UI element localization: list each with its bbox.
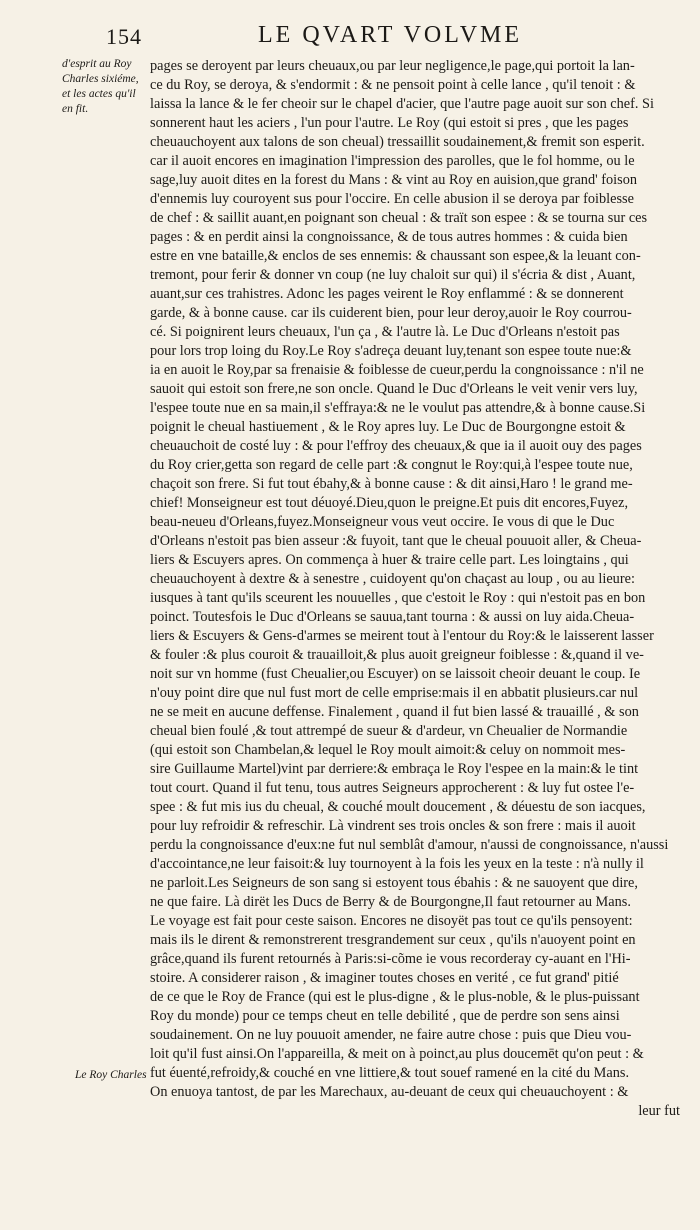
text-line: liers & Escuyers & Gens-d'armes se meirent tout à l'entour du Roy:& le laisserent lasser (150, 628, 654, 644)
text-line: pour lors trop loing du Roy.Le Roy s'adreça deuant luy,tenant son espee toute nue:& (150, 343, 632, 359)
page-number: 154 (106, 24, 142, 49)
text-line: chaçoit son frere. Si fut tout ébahy,& à bonne cause : & dit ainsi,Haro ! le grand me- (150, 476, 633, 492)
text-line: de ce que le Roy de France (qui est le plus-digne , & le plus-noble, & le plus-puissant (150, 989, 640, 1005)
margin-note (62, 57, 152, 117)
text-line: sire Guillaume Martel)vint par derriere:& embraça le Roy l'espee en la main:& le tint (150, 761, 639, 777)
text-line: beau-neueu d'Orleans,fuyez.Monseigneur vous veut occire. Ie vous di que le Duc (150, 514, 615, 530)
text-line: Roy du monde) pour ce temps cheut en telle debilité , que de perdre son sens ainsi (150, 1008, 620, 1024)
text-line: garde, & à bonne cause. car ils cuiderent bien, pour leur deroy,auoir le Roy courrou- (150, 305, 632, 321)
text-line: Le voyage est fait pour ceste saison. Encores ne disoyët pas tout ce qu'ils pensoyent: (150, 913, 633, 929)
margin-note-line: d'esprit au Roy (62, 58, 132, 70)
text-line: (qui estoit son Chambelan,& lequel le Roy moult aimoit:& celuy on nommoit mes- (150, 742, 626, 758)
body-text (150, 57, 680, 1121)
text-line: pages : & en perdit ainsi la congnoissance, & de tous autres hommes : & cuida bien (150, 229, 628, 245)
text-line: ce du Roy, se deroya, & s'endormit : & ne pensoit point à celle lance , qu'il tenoit : & (150, 77, 636, 93)
text-line: du Roy crier,getta son regard de celle part :& congnut le Roy:qui,à l'espee toute nue, (150, 457, 633, 473)
text-line: tout court. Quand il fut tenu, tous autres Seigneurs approcherent : & luy fut ostee l'e- (150, 780, 635, 796)
text-line: noit sur vn homme (fust Cheualier,ou Escuyer) on se laissoit cheoir deuant le coup. Ie (150, 666, 641, 682)
text-line: auant,sur ces trahistres. Adonc les pages veirent le Roy enflammé : & se donnerent (150, 286, 624, 302)
text-line: estre en vne bataille,& enclos de ses ennemis: & chaussant son espee,& la leuant con- (150, 248, 641, 264)
text-line: sage,luy auoit dites en la forest du Mans : & vint au Roy en auision,que grand' foison (150, 172, 637, 188)
text-line: soudainement. On ne luy pouuoit amender, ne faire autre chose : puis que Dieu vou- (150, 1027, 632, 1043)
text-line: & fouler :& plus couroit & trauailloit,& plus auoit greigneur foiblesse : &,quand il ve- (150, 647, 644, 663)
margin-note-line: Le Roy Charles (75, 1069, 147, 1081)
text-line: d'accointance,ne leur faisoit:& luy tournoyent à la fois les yeux en la teste : n'à nully il (150, 856, 644, 872)
text-line: cheuauchoyent aux talons de son cheual) tressaillit soudainement,& fremit son esperit. (150, 134, 645, 150)
text-line: mais ils le dirent & remonstrerent tresgrandement sur ceux , qu'ils n'auoyent point en (150, 932, 636, 948)
margin-note-line: en fit. (62, 103, 89, 115)
text-line: n'ouy point dire que nul fust mort de celle emprise:mais il en abbatit plusieurs.car nul (150, 685, 639, 701)
text-line: de chef : & saillit auant,en poignant son cheual : & traït son espee : & se tourna sur ces (150, 210, 648, 226)
text-line: ne parloit.Les Seigneurs de son sang si estoyent tous ébahis : & ne sauoyent que dire, (150, 875, 638, 891)
text-line: d'Orleans n'estoit pas bien asseur :& fuyoit, tant que le cheual pouuoit aller, & Cheua- (150, 533, 642, 549)
text-line: cheuauchoit de costé luy : & pour l'effroy des cheuaux,& que ia il auoit ouy des pages (150, 438, 642, 454)
text-line: ne que faire. Là dirët les Ducs de Berry & de Bourgongne,Il faut retourner au Mans. (150, 894, 631, 910)
margin-note-line: et les actes qu'il (62, 88, 136, 100)
margin-note-line: Charles sixiéme, (62, 73, 139, 85)
text-line: ne se meit en aucune deffense. Finalement , quand il fut bien lassé & trauaillé , & son (150, 704, 639, 720)
running-title: LE QVART VOLVME (258, 22, 523, 48)
text-line: stoire. A considerer raison , & imaginer toutes choses en verité , ce fut grand' pitié (150, 970, 619, 986)
text-line: poinct. Toutesfois le Duc d'Orleans se sauua,tant tourna : & aussi on luy aida.Cheua- (150, 609, 635, 625)
margin-notes (0, 0, 146, 1230)
text-line: fut éuenté,refroidy,& couché en vne littiere,& tout souef ramené en la cité du Mans. (150, 1065, 630, 1081)
text-line: On enuoya tantost, de par les Marechaux, au-deuant de ceux qui cheuauchoyent : & (150, 1084, 629, 1100)
text-line: pour luy refroidir & refreschir. Là vindrent ses trois oncles & son frere : mais il auoit (150, 818, 636, 834)
text-line: sauoit qui estoit son frere,ne son oncle. Quand le Duc d'Orleans le veit venir vers luy, (150, 381, 638, 397)
text-line: laissa la lance & le fer cheoir sur le chapel d'acier, que l'autre page auoit sur son chef. Si (150, 96, 654, 112)
text-line: chief! Monseigneur est tout déuoyé.Dieu,quon le preigne.Et puis dit encores,Fuyez, (150, 495, 629, 511)
text-line: cheuauchoyent à dextre & à senestre , cuidoyent qu'on chaçast au loup , ou au lieure: (150, 571, 635, 587)
text-line: liers & Escuyers apres. On commença à huer & traire celle part. Les loingtains , qui (150, 552, 629, 568)
text-line: car il auoit encores en imagination l'impression des parolles, que le fol homme, ou le (150, 153, 635, 169)
text-line: leur fut (638, 1103, 680, 1119)
text-line: cheual bien foulé ,& tout attrempé de sueur & d'ardeur, vn Cheualier de Normandie (150, 723, 628, 739)
text-line: iusques à tant qu'ils sceurent les nouuelles , que c'estoit le Roy : qui n'estoit pas en bon (150, 590, 646, 606)
text-line: cé. Si poignirent leurs cheuaux, l'un ça , & l'autre là. Le Duc d'Orleans n'estoit pas (150, 324, 620, 340)
text-line: perdu la congnoissance d'eux:ne fut nul semblât d'amour, n'aussi de congnoissance, n'aussi (150, 837, 669, 853)
text-line: loit qu'il fust ainsi.On l'appareilla, & meit on à poinct,au plus doucemēt qu'on peut : & (150, 1046, 644, 1062)
text-line: l'espee toute nue en sa main,il s'effraya:& ne le voulut pas attendre,& à bonne cause.Si (150, 400, 646, 416)
text-line: poignit le cheual hastiuement , & le Roy apres luy. Le Duc de Bourgongne estoit & (150, 419, 626, 435)
text-line: d'ennemis luy couroyent sus pour l'occire. En celle abusion il se deroya par foiblesse (150, 191, 634, 207)
text-line: spee : & fut mis ius du cheual, & couché moult doucement , & déuestu de son iacques, (150, 799, 646, 815)
text-line: sonnerent haut les aciers , l'un pour l'autre. Le Roy (qui estoit si pres , que les pages (150, 115, 629, 131)
text-line: ia en auoit le Roy,par sa frenaisie & foiblesse de cueur,perdu la congnoissance : n'il ne (150, 362, 644, 378)
text-line: grâce,quand ils furent retournés à Paris:si-cõme ie vous recorderay cy-auant en l'Hi- (150, 951, 631, 967)
text-line: tremont, pour ferir & donner vn coup (ne luy chaloit sur qui) il s'écria & dist , Auant, (150, 267, 636, 283)
text-line: pages se deroyent par leurs cheuaux,ou par leur negligence,le page,qui portoit la lan- (150, 58, 635, 74)
